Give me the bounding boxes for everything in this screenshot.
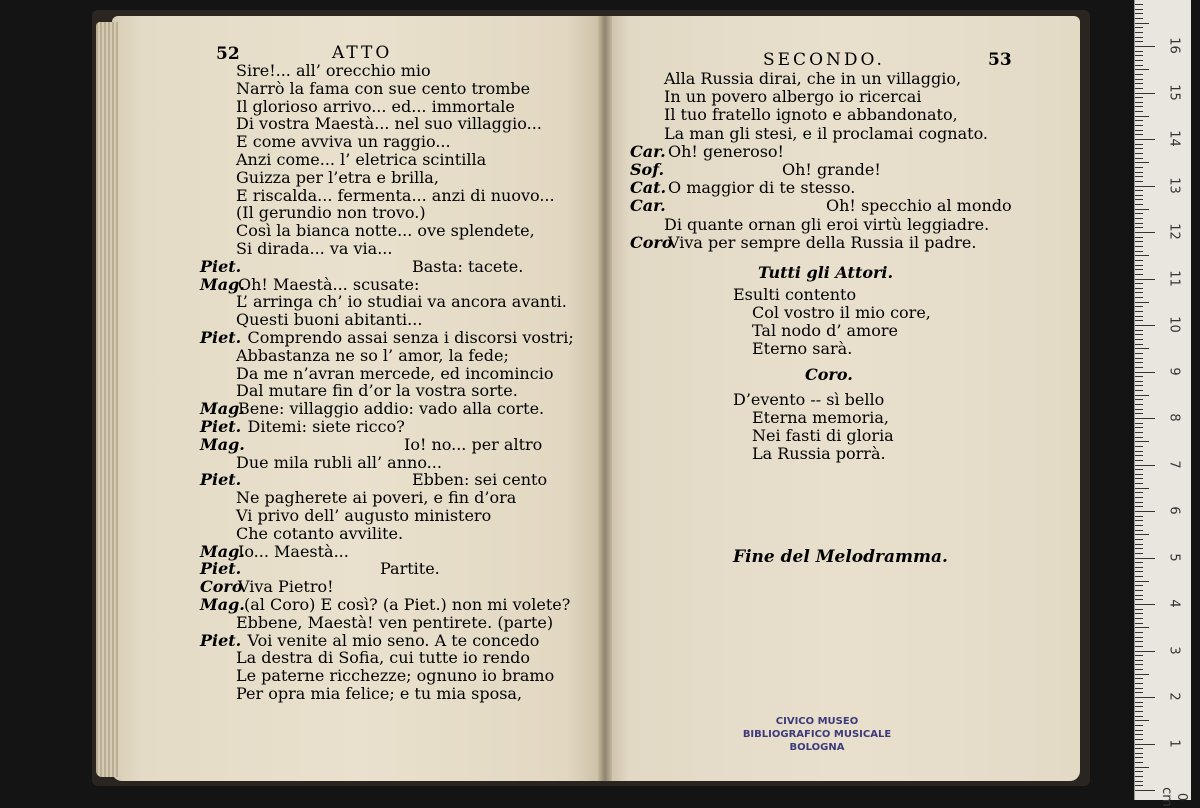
ruler-label: 13 (1166, 176, 1182, 194)
verse-line: Sire!... all’ orecchio mio (236, 61, 431, 80)
ruler-tick (1135, 69, 1149, 70)
verse-line: Partite. (380, 559, 440, 579)
speaker-name: Piet. (200, 559, 242, 579)
ruler-tick (1135, 288, 1143, 289)
ruler-tick (1135, 37, 1143, 38)
ruler-tick (1135, 688, 1143, 689)
verse-line: Narrò la fama con sue cento trombe (236, 78, 531, 98)
ruler-tick (1135, 785, 1143, 786)
verse-line: Le paterne ricchezze; ognuno io bramo (236, 666, 555, 686)
ruler-tick (1135, 283, 1143, 284)
ruler-tick (1135, 223, 1143, 224)
ruler-tick (1135, 385, 1143, 386)
verse-line: Esulti contento (733, 285, 857, 304)
ruler-tick (1135, 767, 1149, 768)
verse-line: La Russia porrà. (752, 444, 886, 463)
ruler-tick (1135, 558, 1155, 559)
speaker-name: Mag. (200, 399, 245, 419)
ruler-tick (1135, 711, 1143, 712)
verse-line: Col vostro il mio core, (752, 303, 931, 322)
ruler-tick (1135, 474, 1143, 475)
ruler-tick (1135, 492, 1143, 493)
book-gutter (598, 16, 612, 781)
ruler-tick (1135, 218, 1143, 219)
ruler-tick (1135, 627, 1149, 628)
ruler-tick (1135, 55, 1143, 56)
ruler-tick (1135, 497, 1143, 498)
verse-line: La man gli stesi, e il proclamai cognato. (664, 123, 988, 143)
ruler-tick (1135, 567, 1143, 568)
ruler-tick (1135, 395, 1149, 396)
ruler-tick (1135, 585, 1143, 586)
fine-text: Fine del Melodramma. (733, 547, 948, 567)
speaker-name: Car. (630, 196, 666, 216)
ruler-tick (1135, 399, 1143, 400)
ruler-tick (1135, 358, 1143, 359)
ruler-tick (1135, 265, 1143, 266)
ruler-tick (1135, 362, 1143, 363)
verse-line: (al Coro) E così? (a Piet.) non mi volete? (244, 595, 571, 614)
ruler-label: 10 (1166, 316, 1182, 333)
ruler-label: 11 (1166, 269, 1182, 287)
ruler-tick (1135, 720, 1149, 721)
ruler-tick (1135, 176, 1143, 177)
ruler-tick (1135, 144, 1143, 145)
ruler-tick (1135, 251, 1143, 252)
verse-line: Comprendo assai senza i discorsi vostri; (247, 328, 574, 347)
verse-line: Questi buoni abitanti... (236, 310, 423, 330)
left-page-header: ATTO (332, 43, 393, 63)
ruler-tick (1135, 111, 1143, 112)
ruler-tick (1135, 534, 1149, 535)
speaker-name: Piet. (200, 328, 242, 347)
verse-line: Dal mutare fin d’or la vostra sorte. (236, 381, 518, 401)
ruler-label: 1 (1166, 738, 1182, 748)
ruler-label: 9 (1166, 366, 1182, 376)
ruler-tick (1135, 79, 1143, 80)
ruler-tick (1135, 544, 1143, 545)
ruler-tick (1135, 23, 1149, 24)
ruler-tick (1135, 330, 1143, 331)
ruler-tick (1135, 455, 1143, 456)
ruler-tick (1135, 83, 1143, 84)
ruler-tick (1135, 465, 1155, 466)
ruler-tick (1135, 325, 1155, 326)
ruler-tick (1135, 506, 1143, 507)
verse-line: Vi privo dell’ augusto ministero (236, 506, 492, 525)
ruler-tick (1135, 664, 1143, 665)
ruler-tick (1135, 604, 1155, 605)
ruler-tick (1135, 706, 1143, 707)
ruler-tick (1135, 190, 1143, 191)
verse-line: In un povero albergo io ricercai (664, 87, 922, 107)
ruler-tick (1135, 232, 1155, 233)
ruler-tick (1135, 162, 1149, 163)
ruler-label: 7 (1166, 459, 1182, 469)
ruler-tick (1135, 13, 1143, 14)
ruler-tick (1135, 344, 1143, 345)
ruler-tick (1135, 158, 1143, 159)
library-stamp (742, 715, 892, 754)
ruler-tick (1135, 93, 1155, 94)
speaker-name: Mag. (200, 434, 245, 454)
ruler-tick (1135, 748, 1143, 749)
ruler-tick (1135, 302, 1149, 303)
verse-line: Di vostra Maestà... nel suo villaggio... (236, 114, 542, 134)
ruler-tick (1135, 125, 1143, 126)
coro-heading: Coro. (805, 365, 853, 384)
speaker-name: Piet. (200, 256, 242, 276)
ruler-tick (1135, 199, 1143, 200)
verse-line: Da me n’avran mercede, ed incomincio (236, 363, 554, 383)
ruler-label: 14 (1166, 130, 1182, 147)
ruler-tick (1135, 781, 1143, 782)
speaker-name: Car. (630, 141, 666, 161)
ruler-tick (1135, 311, 1143, 312)
ruler-tick (1135, 409, 1143, 410)
stamp-line-3: BOLOGNA (789, 742, 845, 753)
ruler-tick (1135, 609, 1143, 610)
verse-line: Viva Pietro! (238, 577, 334, 597)
ruler-tick (1135, 181, 1143, 182)
ruler-tick (1135, 320, 1143, 321)
verse-line: D’evento -- sì bello (733, 390, 885, 409)
ruler-tick (1135, 167, 1143, 168)
stamp-line-1: CIVICO MUSEO (775, 716, 859, 727)
ruler-tick (1135, 367, 1143, 368)
ruler-tick (1135, 599, 1143, 600)
ruler-tick (1135, 697, 1155, 698)
ruler-tick (1135, 139, 1155, 140)
ruler-tick (1135, 246, 1143, 247)
ruler-tick (1135, 204, 1143, 205)
right-page-header: SECONDO. (763, 50, 885, 70)
speaker-name: Mag. (200, 274, 245, 294)
ruler-tick (1135, 255, 1149, 256)
verse-line: Ne pagherete ai poveri, e fin d’ora (236, 488, 517, 508)
verse-line: Eterna memoria, (752, 408, 889, 427)
ruler-label: 6 (1166, 506, 1182, 515)
speaker-name: Piet. (200, 630, 242, 650)
ruler-tick (1135, 539, 1143, 540)
ruler-tick (1135, 227, 1143, 228)
ruler-tick (1135, 260, 1143, 261)
ruler-tick (1135, 660, 1143, 661)
ruler-tick (1135, 460, 1143, 461)
verse-line: Alla Russia dirai, che in un villaggio, (664, 69, 962, 88)
ruler-tick (1135, 437, 1143, 438)
ruler-tick (1135, 623, 1143, 624)
ruler-tick (1135, 134, 1143, 135)
ruler-tick (1135, 279, 1155, 280)
ruler-tick (1135, 725, 1143, 726)
ruler-tick (1135, 451, 1143, 452)
ruler-tick (1135, 413, 1143, 414)
ruler-tick (1135, 74, 1143, 75)
ruler-tick (1135, 297, 1143, 298)
speaker-name: Sof. (630, 160, 665, 179)
ruler-tick (1135, 548, 1143, 549)
verse-line: Per opra mia felice; e tu mia sposa, (236, 684, 523, 703)
ruler-tick (1135, 753, 1143, 754)
ruler-tick (1135, 744, 1155, 745)
verse-line: Bene: villaggio addio: vado alla corte. (238, 399, 545, 419)
ruler-tick (1135, 739, 1143, 740)
ruler-tick (1135, 581, 1149, 582)
speaker-name: Mag. (200, 595, 245, 614)
ruler-tick (1135, 269, 1143, 270)
ruler-tick (1135, 562, 1143, 563)
verse-line: La destra di Sofia, cui tutte io rendo (236, 648, 531, 668)
ruler-tick (1135, 651, 1155, 652)
ruler-tick (1135, 646, 1143, 647)
verse-line: Di quante ornan gli eroi virtù leggiadre. (664, 214, 990, 234)
ruler-tick (1135, 418, 1155, 419)
ruler-tick (1135, 195, 1143, 196)
ruler-tick (1135, 9, 1143, 10)
verse-line: Il tuo fratello ignoto e abbandonato, (664, 105, 958, 125)
ruler-tick (1135, 213, 1143, 214)
ruler-tick (1135, 790, 1155, 791)
ruler-tick (1135, 316, 1143, 317)
ruler-tick (1135, 120, 1143, 121)
measuring-ruler (1134, 0, 1191, 807)
verse-line: O maggior di te stesso. (668, 178, 856, 198)
ruler-tick (1135, 655, 1143, 656)
verse-line: Oh! grande! (782, 160, 881, 179)
ruler-tick (1135, 637, 1143, 638)
ruler-tick (1135, 339, 1143, 340)
ruler-tick (1135, 32, 1143, 33)
ruler-tick (1135, 148, 1143, 149)
verse-line: Che cotanto avvilite. (236, 523, 404, 543)
ruler-tick (1135, 734, 1143, 735)
ruler-tick (1135, 478, 1143, 479)
verse-line: E come avviva un raggio... (236, 132, 451, 152)
verse-line: Ditemi: siete ricco? (247, 417, 405, 436)
ruler-label: 8 (1166, 413, 1182, 422)
ruler-tick (1135, 130, 1143, 131)
ruler-tick (1135, 274, 1143, 275)
ruler-tick (1135, 153, 1143, 154)
right-page-number: 53 (988, 50, 1012, 70)
ruler-tick (1135, 353, 1143, 354)
verse-line: Oh! generoso! (668, 141, 784, 161)
verse-line: Guizza per l’etra e brilla, (236, 167, 439, 187)
ruler-tick (1135, 502, 1143, 503)
ruler-tick (1135, 641, 1143, 642)
verse-line: Abbastanza ne so l’ amor, la fede; (236, 345, 509, 365)
ruler-tick (1135, 525, 1143, 526)
ruler-tick (1135, 65, 1143, 66)
ruler-tick (1135, 692, 1143, 693)
verse-line: Nei fasti di gloria (752, 426, 894, 445)
verse-line: E riscalda... fermenta... anzi di nuovo... (236, 185, 555, 205)
ruler-label: 12 (1166, 223, 1182, 240)
ruler-tick (1135, 757, 1143, 758)
ruler-tick (1135, 18, 1143, 19)
verse-line: Ebben: sei cento (412, 470, 548, 490)
ruler-tick (1135, 520, 1143, 521)
ruler-tick (1135, 404, 1143, 405)
ruler-tick (1135, 595, 1143, 596)
ruler-tick (1135, 702, 1143, 703)
ruler-tick (1135, 571, 1143, 572)
verse-line: Voi venite al mio seno. A te concedo (247, 630, 540, 650)
verse-line: Si dirada... va via... (236, 239, 393, 258)
ruler-tick (1135, 46, 1155, 47)
speaker-name: Piet. (200, 417, 242, 436)
ruler-tick (1135, 678, 1143, 679)
verse-line: L’ arringa ch’ io studiai va ancora avanti. (236, 292, 567, 312)
speaker-name: Cat. (630, 178, 667, 198)
ruler-tick (1135, 186, 1155, 187)
ruler-tick (1135, 209, 1149, 210)
ruler-tick (1135, 516, 1143, 517)
verse-line: Due mila rubli all’ anno... (236, 452, 442, 472)
ruler-tick (1135, 372, 1155, 373)
ruler-tick (1135, 334, 1143, 335)
ruler-tick (1135, 376, 1143, 377)
speaker-name: Piet. (200, 470, 242, 490)
ruler-tick (1135, 102, 1143, 103)
verse-line: Il glorioso arrivo... ed... immortale (236, 96, 515, 116)
verse-line: Viva per sempre della Russia il padre. (668, 232, 977, 252)
verse-line: Tal nodo d’ amore (752, 321, 898, 340)
ruler-label: 3 (1166, 645, 1182, 655)
ruler-label: 0 cm (1159, 787, 1189, 807)
verse-line: Eterno sarà. (752, 339, 853, 358)
tutti-heading: Tutti gli Attori. (758, 263, 894, 282)
ruler-tick (1135, 632, 1143, 633)
ruler-tick (1135, 674, 1149, 675)
ruler-tick (1135, 683, 1143, 684)
ruler-tick (1135, 618, 1143, 619)
ruler-tick (1135, 441, 1149, 442)
ruler-tick (1135, 41, 1143, 42)
speaker-name: Coro (200, 577, 243, 597)
ruler-tick (1135, 590, 1143, 591)
ruler-tick (1135, 469, 1143, 470)
verse-line: Oh! specchio al mondo (826, 196, 1012, 216)
verse-line: Così la bianca notte... ove splendete, (236, 221, 535, 241)
ruler-tick (1135, 97, 1143, 98)
ruler-tick (1135, 4, 1143, 5)
ruler-tick (1135, 106, 1143, 107)
ruler-label: 16 (1166, 37, 1182, 54)
ruler-tick (1135, 51, 1143, 52)
ruler-tick (1135, 381, 1143, 382)
ruler-tick (1135, 172, 1143, 173)
ruler-tick (1135, 488, 1149, 489)
ruler-tick (1135, 776, 1143, 777)
ruler-tick (1135, 432, 1143, 433)
ruler-tick (1135, 423, 1143, 424)
ruler-tick (1135, 511, 1155, 512)
ruler-tick (1135, 483, 1143, 484)
verse-line: Basta: tacete. (412, 256, 524, 276)
verse-line: Io! no... per altro (404, 434, 543, 454)
ruler-tick (1135, 771, 1143, 772)
verse-line: Io... Maestà... (238, 541, 349, 561)
ruler-label: 4 (1166, 599, 1182, 608)
left-page-number: 52 (216, 44, 240, 64)
speaker-name: Coro (630, 232, 673, 252)
page-edges (96, 22, 118, 777)
ruler-tick (1135, 669, 1143, 670)
ruler-tick (1135, 27, 1143, 28)
verse-line: Ebbene, Maestà! ven pentirete. (parte) (236, 612, 554, 632)
ruler-tick (1135, 116, 1149, 117)
ruler-tick (1135, 716, 1143, 717)
ruler-label: 2 (1166, 692, 1182, 701)
ruler-tick (1135, 292, 1143, 293)
ruler-label: 5 (1166, 552, 1182, 562)
verse-line: Anzi come... l’ eletrica scintilla (236, 150, 487, 169)
ruler-tick (1135, 306, 1143, 307)
ruler-label: 15 (1166, 83, 1182, 101)
verse-line: (Il gerundio non trovo.) (236, 203, 426, 223)
verse-line: Oh! Maestà... scusate: (238, 274, 420, 294)
ruler-tick (1135, 88, 1143, 89)
ruler-tick (1135, 348, 1149, 349)
ruler-tick (1135, 762, 1143, 763)
ruler-tick (1135, 241, 1143, 242)
ruler-tick (1135, 427, 1143, 428)
speaker-name: Mag. (200, 541, 245, 561)
ruler-tick (1135, 730, 1143, 731)
ruler-tick (1135, 576, 1143, 577)
ruler-tick (1135, 237, 1143, 238)
ruler-tick (1135, 530, 1143, 531)
ruler-tick (1135, 390, 1143, 391)
stamp-line-2: BIBLIOGRAFICO MUSICALE (742, 729, 892, 740)
ruler-tick (1135, 553, 1143, 554)
ruler-tick (1135, 446, 1143, 447)
ruler-tick (1135, 60, 1143, 61)
ruler-tick (1135, 613, 1143, 614)
